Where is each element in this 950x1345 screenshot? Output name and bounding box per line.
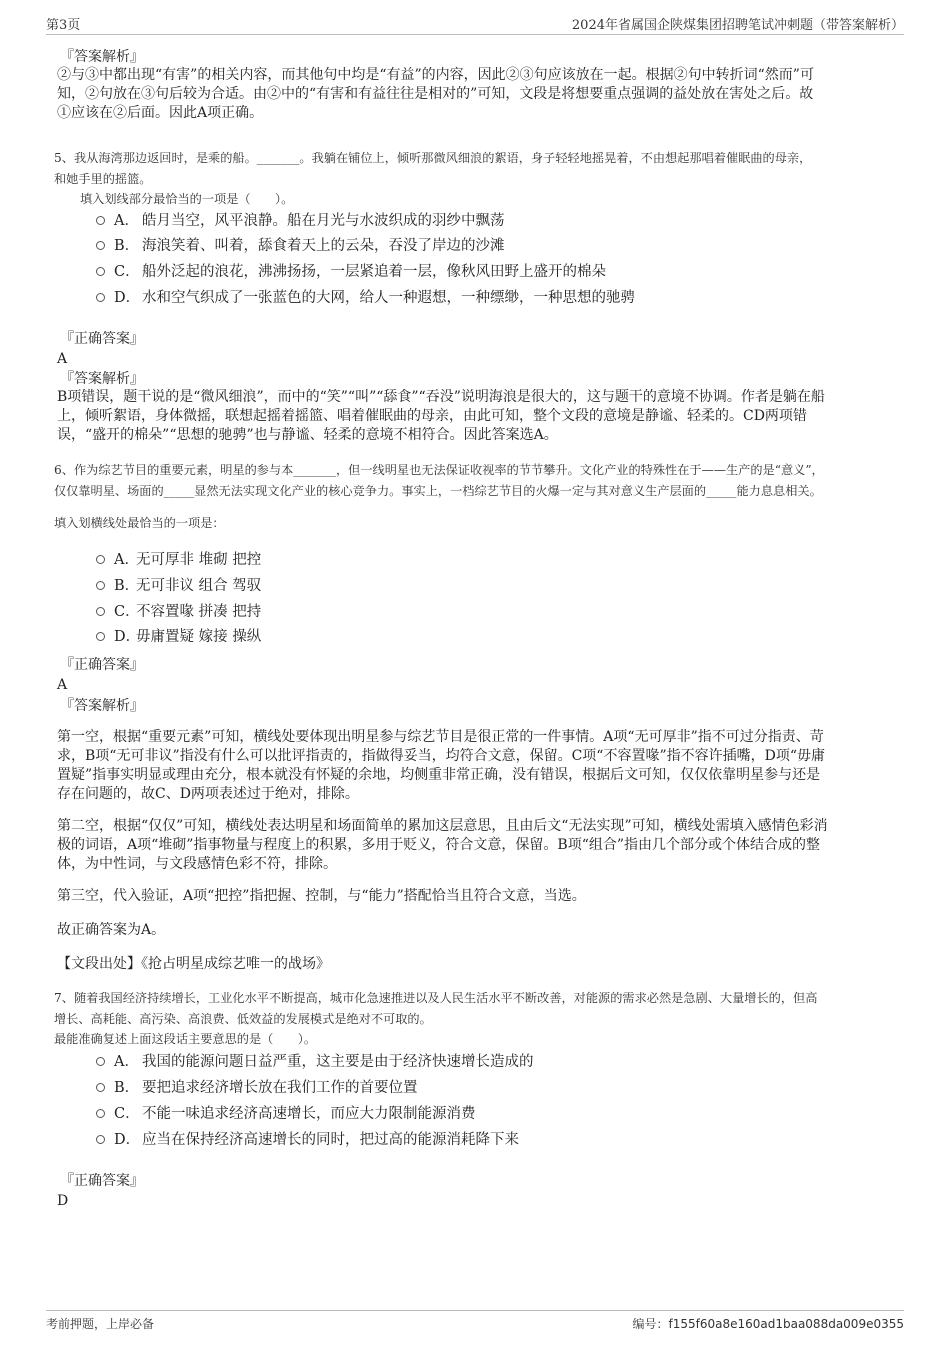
q6-analysis-line: 存在问题的，故C、D两项表述过于绝对，排除。	[57, 786, 359, 802]
q5-analysis-line: 误，“盛开的棉朵”“思想的驰骋”也与静谧、轻柔的意境不相符合。因此答案选A。	[57, 427, 558, 443]
q7-prompt: 最能准确复述上面这段话主要意思的是（ ）。	[54, 1032, 317, 1046]
radio-icon[interactable]	[96, 581, 105, 590]
q6-option-c[interactable]: C．不容置喙 拼凑 把持	[96, 603, 261, 621]
q6-source: 【文段出处】《抢占明星成综艺唯一的战场》	[57, 956, 330, 972]
q7-stem-line: 增长、高耗能、高污染、高浪费、低效益的发展模式是绝对不可取的。	[54, 1012, 432, 1026]
q5-stem	[54, 148, 914, 190]
q6-analysis-line: 极的词语，A项“堆砌”指事物量与程度上的积累，多用于贬义，符合文意，保留。B项“组合”指由几个部分或个体结合成的整	[57, 837, 821, 853]
radio-icon[interactable]	[96, 1109, 105, 1118]
q6-stem-line: 仅仅靠明星、场面的_____显然无法实现文化产业的核心竞争力。事实上，一档综艺节目的火爆一定与其对意义生产层面的_____能力息息相关。	[54, 484, 822, 498]
q4-analysis-line: ①应该在②后面。因此A项正确。	[57, 105, 264, 121]
page-number: 第3页	[46, 18, 81, 33]
footer-slogan: 考前押题，上岸必备	[46, 1317, 155, 1331]
document-serial: 编号：f155f60a8e160ad1baa088da009e0355	[632, 1317, 904, 1331]
q7-answer-label: 『正确答案』	[60, 1173, 144, 1189]
page-header	[46, 14, 904, 35]
q5-option-d[interactable]: D． 水和空气织成了一张蓝色的大网，给人一种遐想，一种缥缈，一种思想的驰骋	[96, 289, 635, 307]
page-footer	[46, 1310, 904, 1335]
q6-option-d[interactable]: D．毋庸置疑 嫁接 操纵	[96, 628, 261, 646]
q6-option-a[interactable]: A．无可厚非 堆砌 把控	[96, 551, 261, 569]
radio-icon[interactable]	[96, 241, 105, 250]
q6-answer-label: 『正确答案』	[60, 657, 144, 673]
q5-stem-line: 和她手里的摇篮。	[54, 172, 152, 186]
q5-stem-line: 5、我从海湾那边返回时，是乘的船。_______。我躺在铺位上，倾听那微风细浪的絮语，身子轻轻地摇晃着，不由想起那唱着催眠曲的母亲，	[54, 151, 812, 165]
q5-analysis-line: 上，倾听絮语，身体微摇，联想起摇着摇篮、唱着催眠曲的母亲，由此可知，整个文段的意境是静谧、轻柔的。CD两项错	[57, 408, 807, 424]
q6-analysis-line: 体，为中性词，与文段感情色彩不符，排除。	[57, 856, 337, 872]
q7-answer: D	[57, 1193, 69, 1209]
q5-analysis	[57, 388, 907, 445]
q6-option-b[interactable]: B．无可非议 组合 驾驭	[96, 577, 261, 595]
q4-analysis-label: 『答案解析』	[60, 49, 144, 65]
document-title: 2024年省属国企陕煤集团招聘笔试冲刺题（带答案解析）	[571, 18, 904, 33]
q6-analysis-line: 第二空，根据“仅仅”可知，横线处表达明星和场面简单的累加这层意思，且由后文“无法实现”可知，横线处需填入感情色彩消	[57, 818, 828, 834]
q6-analysis-line: 第一空，根据“重要元素”可知，横线处要体现出明星参与综艺节目是很正常的一件事情。A项“无可厚非”指不可过分指责、苛	[57, 729, 824, 745]
q7-stem-line: 7、随着我国经济持续增长，工业化水平不断提高，城市化急速推进以及人民生活水平不断改善，对能源的需求必然是急剧、大量增长的，但高	[54, 991, 818, 1005]
q6-analysis-para-3: 第三空，代入验证，A项“把控”指把握、控制，与“能力”搭配恰当且符合文意，当选。	[57, 888, 586, 904]
q7-option-d[interactable]: D． 应当在保持经济高速增长的同时，把过高的能源消耗降下来	[96, 1131, 519, 1149]
q7-option-b[interactable]: B． 要把追求经济增长放在我们工作的首要位置	[96, 1079, 418, 1097]
q7-stem	[54, 988, 914, 1030]
q5-analysis-line: B项错误，题干说的是“微风细浪”，而中的“笑”“叫”“舔食”“吞没”说明海浪是很大的，这与题干的意境不协调。作者是躺在船	[57, 389, 825, 405]
q6-answer: A	[57, 677, 68, 693]
q6-analysis-line: 求，B项“无可非议”指没有什么可以批评指责的，指做得妥当，均符合文意，保留。C项“不容置喙”指不容许插嘴，D项“毋庸	[57, 748, 826, 764]
radio-icon[interactable]	[96, 555, 105, 564]
q5-answer-label: 『正确答案』	[60, 331, 144, 347]
radio-icon[interactable]	[96, 267, 105, 276]
q4-analysis-line: 知，②句放在③句后较为合适。由②中的“有害和有益往往是相对的”可知，文段是将想要重点强调的益处放在害处之后。故	[57, 86, 814, 102]
radio-icon[interactable]	[96, 632, 105, 641]
q6-analysis-para-1	[57, 728, 907, 804]
q6-prompt: 填入划横线处最恰当的一项是：	[54, 516, 225, 530]
radio-icon[interactable]	[96, 1083, 105, 1092]
q5-prompt: 填入划线部分最恰当的一项是（ ）。	[80, 192, 294, 206]
radio-icon[interactable]	[96, 216, 105, 225]
q5-option-b[interactable]: B． 海浪笑着、叫着，舔食着天上的云朵，吞没了岸边的沙滩	[96, 237, 505, 255]
q5-analysis-label: 『答案解析』	[60, 371, 144, 387]
q5-option-a[interactable]: A． 皓月当空，风平浪静。船在月光与水波织成的羽纱中飘荡	[96, 212, 505, 230]
q5-option-c[interactable]: C． 船外泛起的浪花，沸沸扬扬，一层紧追着一层，像秋风田野上盛开的棉朵	[96, 263, 606, 281]
radio-icon[interactable]	[96, 1135, 105, 1144]
q4-analysis	[57, 66, 907, 123]
q5-answer: A	[57, 351, 68, 367]
q7-option-c[interactable]: C． 不能一味追求经济高速增长，而应大力限制能源消费	[96, 1105, 476, 1123]
radio-icon[interactable]	[96, 1057, 105, 1066]
q7-option-a[interactable]: A． 我国的能源问题日益严重，这主要是由于经济快速增长造成的	[96, 1053, 534, 1071]
q6-stem	[54, 460, 914, 502]
q4-analysis-line: ②与③中都出现“有害”的相关内容，而其他句中均是“有益”的内容，因此②③句应该放在一起。根据②句中转折词“然而”可	[57, 67, 814, 83]
q6-stem-line: 6、作为综艺节目的重要元素，明星的参与本_______，但一线明星也无法保证收视率的节节攀升。文化产业的特殊性在于——生产的是“意义”，	[54, 463, 824, 477]
radio-icon[interactable]	[96, 293, 105, 302]
q6-analysis-para-4: 故正确答案为A。	[57, 922, 166, 938]
q6-analysis-line: 置疑”指事实明显或理由充分，根本就没有怀疑的余地，均侧重非常正确，没有错误，根据后文可知，仅仅依靠明星参与还是	[57, 767, 821, 783]
q6-analysis-para-2	[57, 817, 907, 874]
radio-icon[interactable]	[96, 607, 105, 616]
q6-analysis-label: 『答案解析』	[60, 698, 144, 714]
